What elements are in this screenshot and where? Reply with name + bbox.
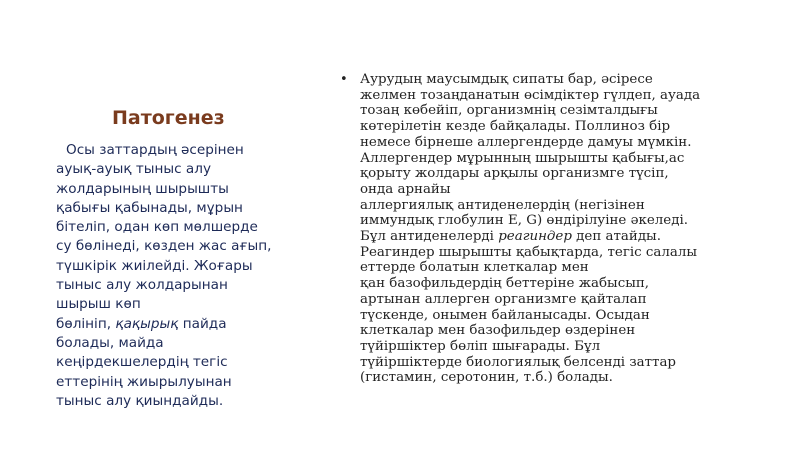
text-fragment: деп атайды.	[571, 229, 661, 245]
text-line	[360, 229, 750, 245]
text-line: қорыту жолдары арқылы организмге түсіп,	[360, 166, 669, 182]
text-line: түйіршіктерде биологиялық белсенді заттар	[360, 354, 677, 370]
text-line: бітеліп, одан көп мөлшерде	[56, 219, 258, 236]
text-line: жолдарының шырышты	[56, 180, 229, 197]
bullet-text	[360, 72, 750, 386]
text-line	[56, 315, 288, 334]
text-line: кеңірдекшелердің тегіс	[56, 354, 228, 371]
text-line: клеткалар мен базофильдер өздерінен	[360, 323, 636, 339]
bullet-paragraph	[340, 72, 750, 386]
text-line: тыныс алу жолдарынан	[56, 277, 228, 294]
text-line: (гистамин, серотонин, т.б.) болады.	[360, 370, 613, 386]
text-line: немесе бірнеше аллергендерде дамуы мүмкін.	[360, 134, 692, 150]
text-line: Осы заттардың әсерінен	[66, 142, 244, 158]
text-line: артынан аллерген организмге қайталап	[360, 291, 647, 307]
text-line: Аллергендер мұрынның шырышты қабығы,ас	[360, 150, 685, 166]
text-line: желмен тозаңданатын өсімдіктер гүлдеп, ауада	[360, 87, 701, 103]
text-line: тыныс алу қиындайды.	[56, 392, 224, 409]
text-fragment: пайда	[178, 315, 227, 332]
text-line: иммундық глобулин Е, G) өндірілуіне әкеледі.	[360, 213, 689, 229]
text-line: Реагиндер шырышты қабықтарда, тегіс салалы	[360, 244, 698, 260]
text-line: Аурудың маусымдық сипаты бар, әсіресе	[360, 72, 653, 87]
text-line: су бөлінеді, көзден жас ағып,	[56, 238, 272, 255]
text-fragment: Бұл антиденелерді	[360, 229, 499, 245]
text-line: еттерінің жиырылуынан	[56, 373, 232, 390]
text-line: онда арнайы	[360, 181, 451, 197]
bullet-marker: •	[340, 72, 348, 87]
text-line: қан базофильдердің беттеріне жабысып,	[360, 276, 650, 292]
text-line: шырыш көп	[56, 296, 141, 313]
text-line: ауық-ауық тыныс алу	[56, 161, 211, 178]
text-fragment: бөлініп,	[56, 315, 116, 332]
text-line: түйіршіктер бөліп шығарады. Бұл	[360, 338, 601, 354]
text-line: болады, майда	[56, 334, 164, 351]
text-line: түскенде, онымен байланысады. Осыдан	[360, 307, 650, 323]
pathogenesis-text	[56, 141, 288, 411]
emphasized-term: қақырық	[115, 315, 179, 332]
text-line: көтерілетін кезде байқалады. Поллиноз бір	[360, 119, 671, 135]
emphasized-term: реагиндер	[498, 229, 572, 245]
text-line: түшкірік жиілейді. Жоғары	[56, 257, 253, 274]
text-line: аллергиялық антиденелердің (негізінен	[360, 197, 645, 213]
text-line: тозаң көбейіп, организмнің сезімталдығы	[360, 103, 658, 119]
text-line: қабығы қабынады, мұрын	[56, 199, 243, 216]
text-line: еттерде болатын клеткалар мен	[360, 260, 589, 276]
slide-title: Патогенез	[112, 107, 225, 129]
